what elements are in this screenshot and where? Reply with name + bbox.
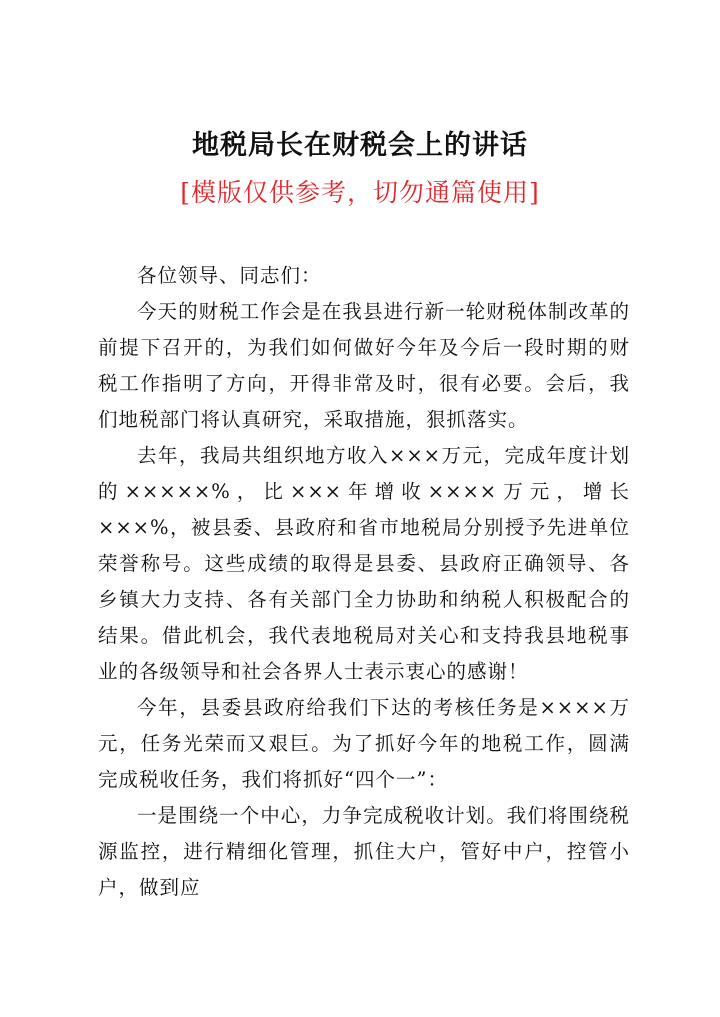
paragraph: 今天的财税工作会是在我县进行新一轮财税体制改革的前提下召开的，为我们如何做好今年及今后一段时期的财税工作指明了方向，开得非常及时，很有必要。会后，我们地税部门将认真研究，采取措施，狠抓落实。 [98, 300, 630, 431]
document-title: 地税局长在财税会上的讲话 [192, 130, 528, 161]
speech-body [98, 258, 630, 906]
paragraph: 今年，县委县政府给我们下达的考核任务是××××万元，任务光荣而又艰巨。为了抓好今年的地税工作，圆满完成税收任务，我们将抓好“四个一”： [98, 696, 630, 791]
template-disclaimer: [模版仅供参考，切勿通篇使用] [180, 178, 540, 207]
paragraph: 一是围绕一个中心，力争完成税收计划。我们将围绕税源监控，进行精细化管理，抓住大户，管好中户，控管小户，做到应 [98, 804, 630, 899]
paragraph: 去年，我局共组织地方收入×××万元，完成年度计划的×××××%，比×××年增收××××万元，增长×××%，被县委、县政府和省市地税局分别授予先进单位荣誉称号。这些成绩的取得是县委、县政府正确领导、各乡镇大力支持、各有关部门全力协助和纳税人积极配合的结果。借此机会，我代表地税局对关心和支持我县地税事业的各级领导和社会各界人士表示衷心的感谢！ [98, 444, 630, 683]
greeting: 各位领导、同志们： [137, 264, 322, 287]
